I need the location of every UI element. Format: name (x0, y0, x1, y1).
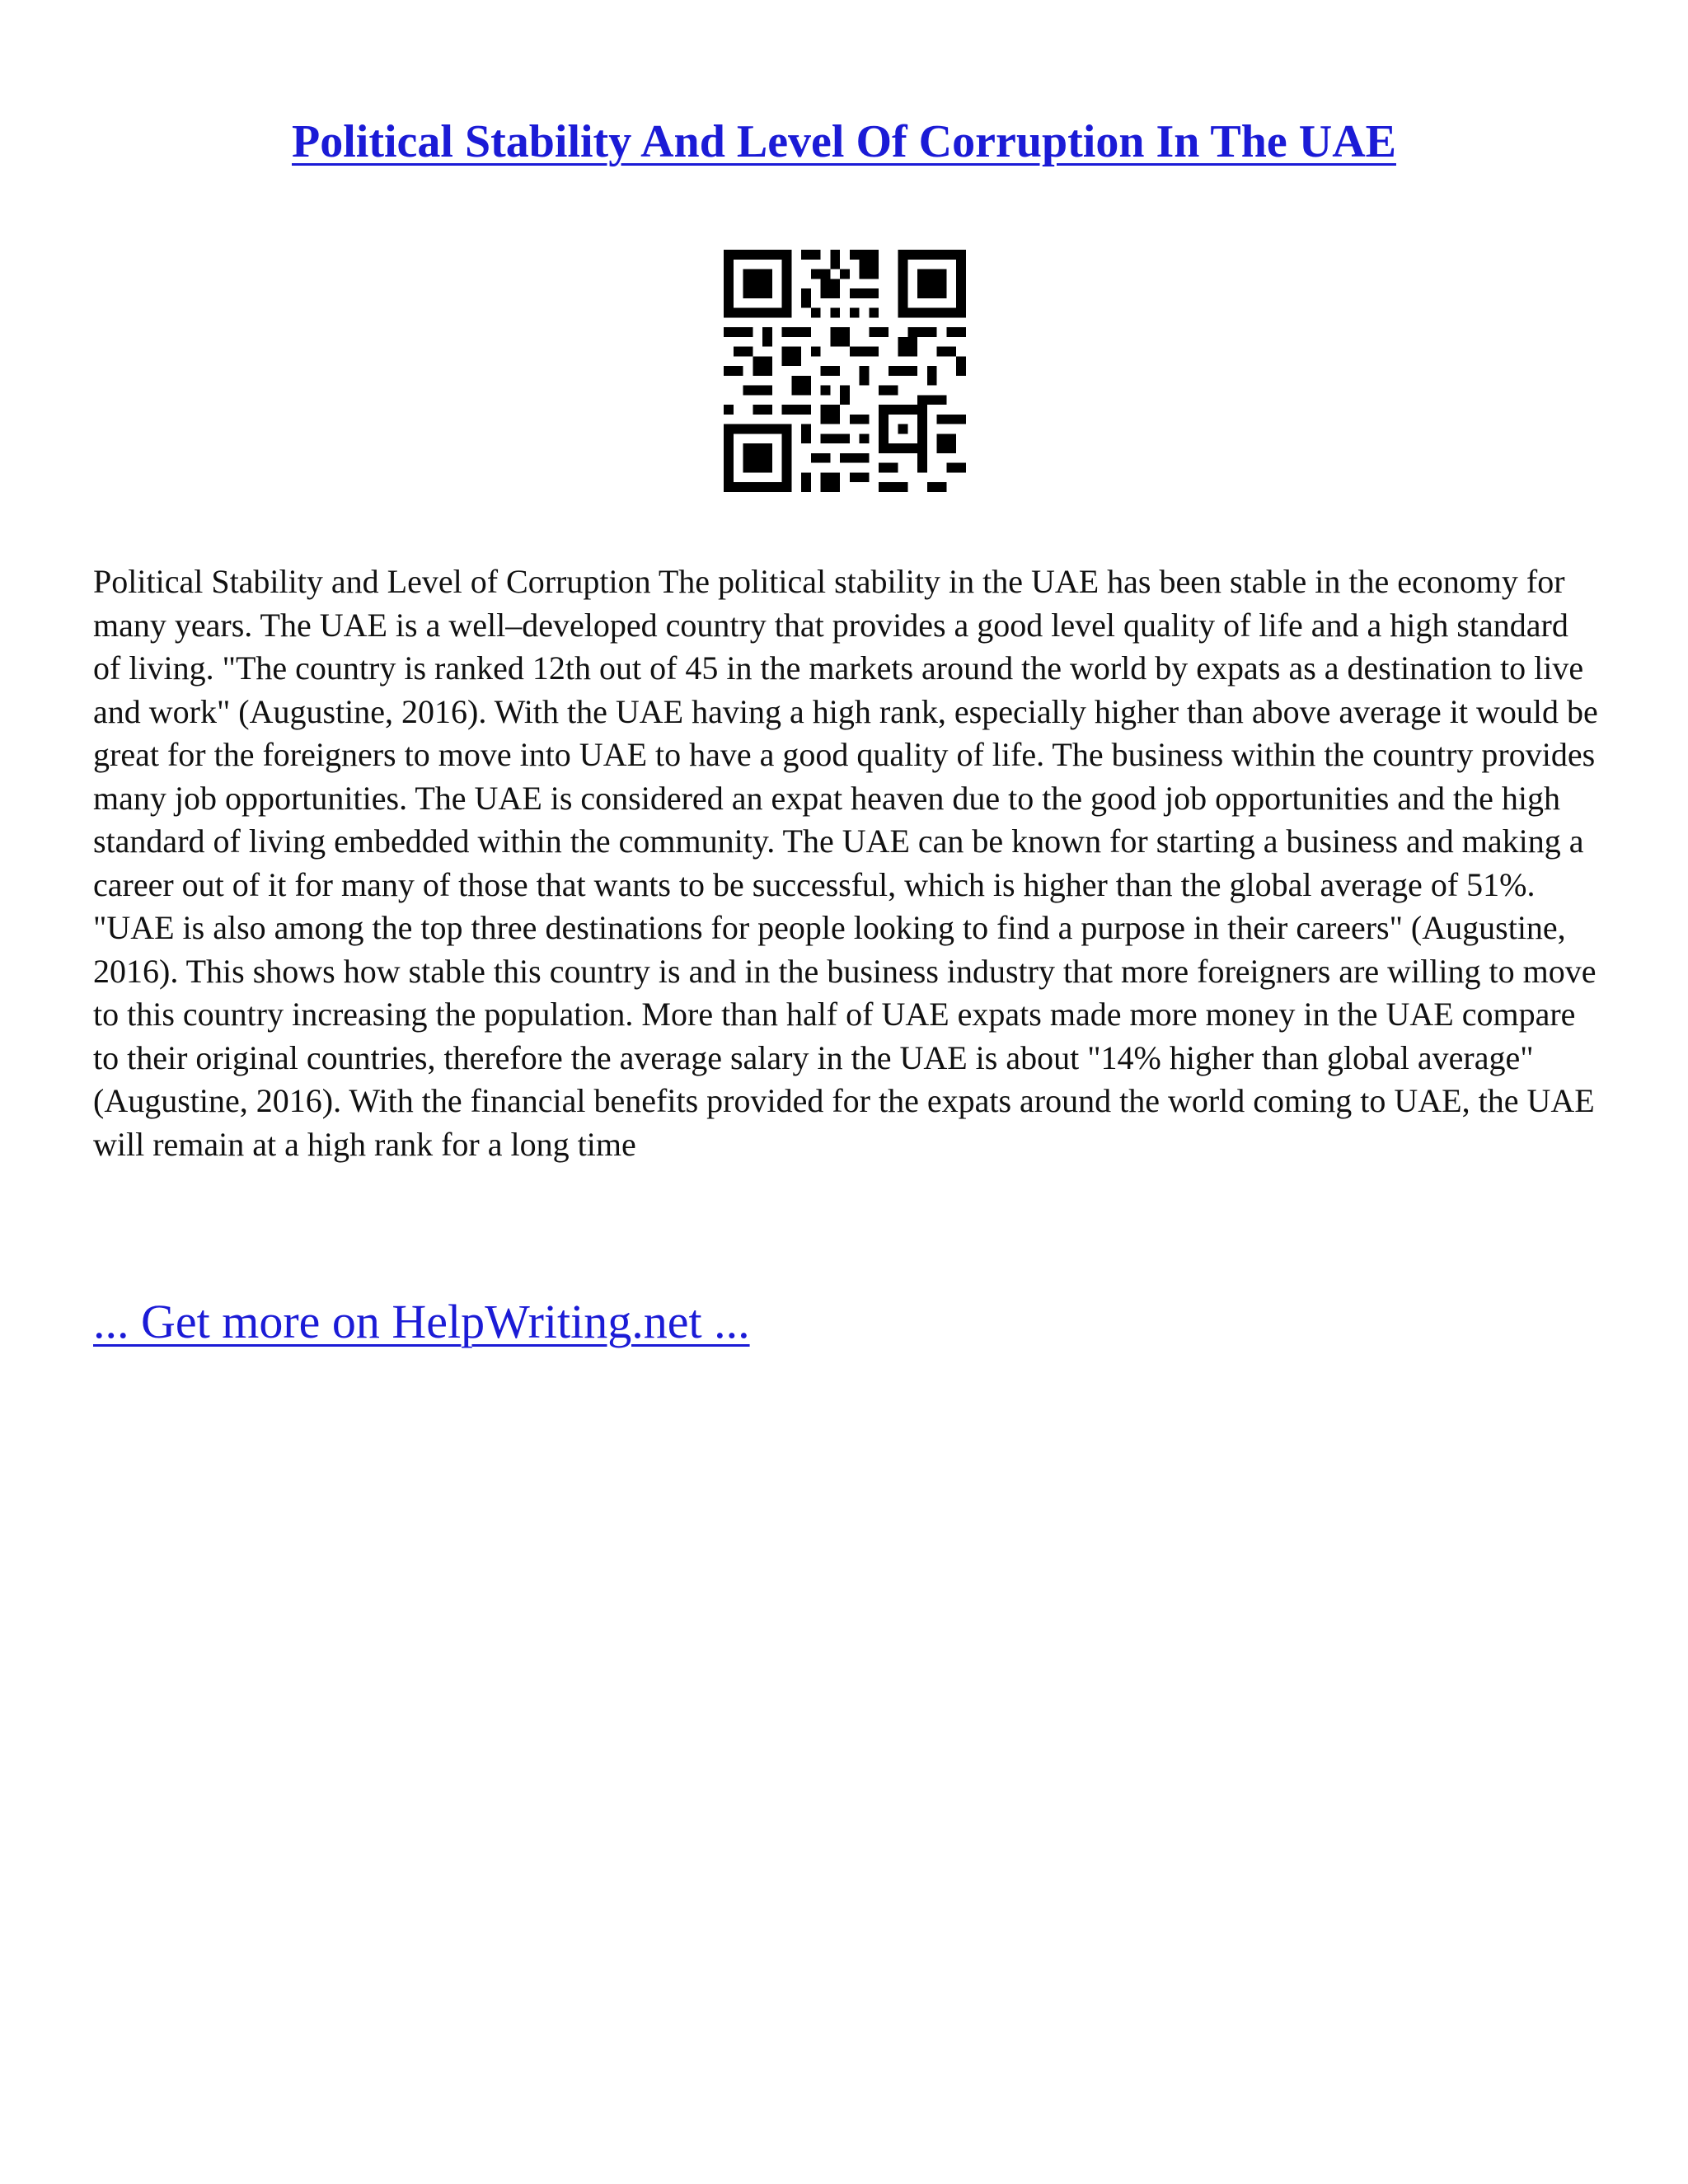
title-container (0, 115, 1688, 168)
essay-body-text: Political Stability and Level of Corruption The political stability in the UAE has been stable in the economy for many years. The UAE is a well–developed country that provides a good level quality of life and a high standard of living. "The country is ranked 12th out of 45 in the markets around the world by expats as a destination to live and work" (Augustine, 2016). With the UAE having a high rank, especially higher than above average it would be great for the foreigners to move into UAE to have a good quality of life. The business within the country provides many job opportunities. The UAE is considered an expat heaven due to the good job opportunities and the high standard of living embedded within the community. The UAE can be known for starting a business and making a career out of it for many of those that wants to be successful, which is higher than the global average of 51%. "UAE is also among the top three destinations for people looking to find a purpose in their careers" (Augustine, 2016). This shows how stable this country is and in the business industry that more foreigners are willing to move to this country increasing the population. More than half of UAE expats made more money in the UAE compare to their original countries, therefore the average salary in the UAE is about "14% higher than global average" (Augustine, 2016). With the financial benefits provided for the expats around the world coming to UAE, the UAE will remain at a high rank for a long time (93, 563, 1598, 1163)
more-link-container (93, 1294, 1329, 1349)
qr-code-icon (724, 250, 966, 492)
page-title-link[interactable]: Political Stability And Level Of Corruption In The UAE (292, 116, 1396, 167)
get-more-link[interactable]: ... Get more on HelpWriting.net ... (93, 1295, 750, 1348)
